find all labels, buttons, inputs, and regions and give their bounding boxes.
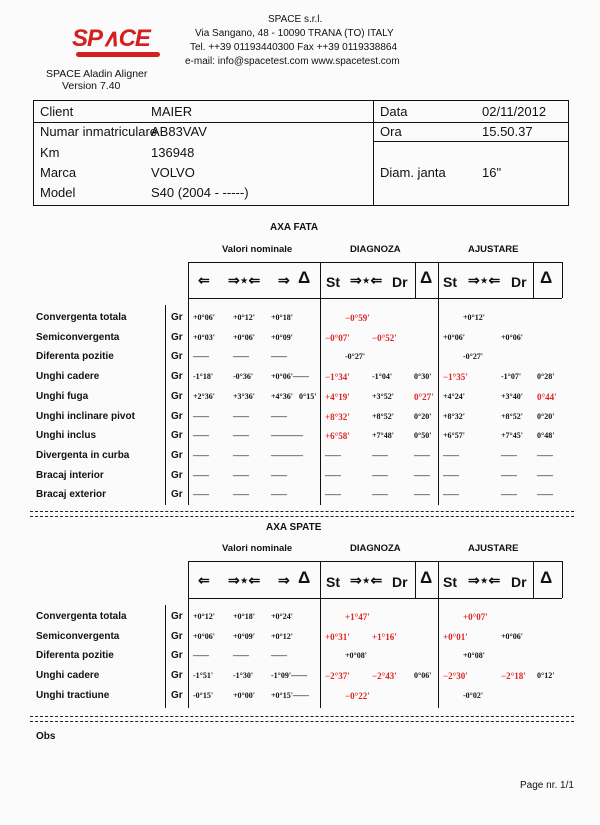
front-value-n1: +0°06' <box>193 313 215 322</box>
plate-label: Numar inmatriculare <box>40 124 158 139</box>
company-phone: Tel. ++39 01193440300 Fax ++39 0119338864 <box>190 42 398 53</box>
date-value: 02/11/2012 <box>482 104 547 119</box>
front-value-n3: +4°36' <box>271 391 293 401</box>
front-value-d2: —— <box>372 470 388 480</box>
rear-value-d1: +1°47' <box>345 612 370 622</box>
app-version: Version 7.40 <box>62 80 121 92</box>
rear-adj-head: AJUSTARE <box>468 543 519 554</box>
client-value: MAIER <box>151 104 193 119</box>
rear-value-n3: -1°09'—— <box>271 671 308 681</box>
rear-diag-dr: Dr <box>392 574 408 590</box>
rear-value-d1: +0°31' <box>325 631 350 642</box>
front-value-a1: -0°27' <box>463 352 484 362</box>
rear-value-a2: −2°18' <box>501 671 526 682</box>
front-value-d1: —— <box>325 450 341 460</box>
front-value-n3: ———— <box>271 450 303 460</box>
front-axle-title: AXA FATA <box>270 222 319 233</box>
front-row-label: Bracaj exterior <box>36 489 107 501</box>
front-value-n2: —— <box>233 352 249 362</box>
rim-label: Diam. janta <box>380 165 446 180</box>
front-unit-vline <box>165 305 166 505</box>
front-value-a2: +3°40' <box>501 391 523 401</box>
rear-value-n3: +0°12' <box>271 631 293 641</box>
section-separator-2 <box>30 516 574 517</box>
front-value-n3: +0°06'—— <box>271 372 309 382</box>
front-value-a2: +0°06' <box>501 332 523 342</box>
rear-value-d1: −0°22' <box>345 690 370 701</box>
rear-unit-label: Gr <box>171 611 183 622</box>
front-row-label: Divergenta in curba <box>36 449 130 461</box>
front-value-a1: −1°35' <box>443 372 468 383</box>
rear-value-n3: —— <box>271 651 287 661</box>
rear-vline-adj-delta <box>533 561 534 598</box>
rear-value-a2: +0°06' <box>501 631 523 641</box>
rear-value-n2: +0°18' <box>233 612 255 621</box>
section-separator-3 <box>30 716 574 717</box>
plate-value: AB83VAV <box>151 124 207 139</box>
front-value-n3: ———— <box>271 431 303 441</box>
front-value-n1: —— <box>193 411 209 421</box>
front-vline-adj <box>438 262 439 505</box>
time-box-hline <box>373 141 569 142</box>
front-value-n1: —— <box>193 352 209 362</box>
front-value-ad: 0°48' <box>537 431 555 441</box>
front-max-symbol: ⇒ <box>278 272 290 288</box>
front-vline-diag-delta <box>415 262 416 298</box>
front-value-a1: +0°12' <box>463 313 485 322</box>
model-value: S40 (2004 - -----) <box>151 185 249 200</box>
front-value-n2: +3°36' <box>233 391 255 401</box>
rear-row-label: Unghi cadere <box>36 670 100 682</box>
space-logo <box>72 14 168 58</box>
rear-value-d1: −2°37' <box>325 671 350 682</box>
front-value-n1: -1°18' <box>193 372 214 382</box>
rear-mid-symbol: ⇒⋆⇐ <box>228 572 261 588</box>
front-value-a2: +8°52' <box>501 411 523 421</box>
front-row-label: Convergenta totala <box>36 312 127 323</box>
front-value-a2: —— <box>501 470 517 480</box>
rear-diag-delta: Δ <box>420 568 433 587</box>
front-row-label: Unghi cadere <box>36 371 100 383</box>
front-value-a1: —— <box>443 490 459 500</box>
front-diag-st: St <box>326 274 340 290</box>
rear-value-n3: +0°15'—— <box>271 690 309 700</box>
front-nominal-head: Valori nominale <box>222 244 293 255</box>
front-value-dd: —— <box>414 490 430 500</box>
front-diag-mid-symbol: ⇒⋆⇐ <box>350 272 383 288</box>
front-unit-label: Gr <box>171 390 183 402</box>
front-value-n1: +2°36' <box>193 391 215 401</box>
rear-diag-head: DIAGNOZA <box>350 543 401 554</box>
front-unit-label: Gr <box>171 371 183 383</box>
front-value-d1: —— <box>325 490 341 500</box>
time-label: Ora <box>380 124 402 139</box>
km-label: Km <box>40 145 60 160</box>
front-value-d2: −0°52' <box>372 332 397 343</box>
front-row-label: Bracaj interior <box>36 469 104 481</box>
date-label: Data <box>380 104 408 119</box>
front-row-label: Unghi fuga <box>36 390 89 402</box>
rear-top-line <box>188 561 562 562</box>
rear-value-n1: +0°06' <box>193 631 215 641</box>
rear-row-label: Semiconvergenta <box>36 630 120 642</box>
rear-vline-nominal <box>188 561 189 708</box>
front-value-n1: —— <box>193 431 209 441</box>
front-vline-adj-delta <box>533 262 534 298</box>
front-value-d1: -0°27' <box>345 352 366 362</box>
front-unit-label: Gr <box>171 410 183 422</box>
company-name: SPACE s.r.l. <box>268 14 323 25</box>
rear-unit-label: Gr <box>171 689 183 701</box>
company-email: e-mail: info@spacetest.com www.spacetest.com <box>185 56 400 67</box>
front-value-d2: +8°52' <box>372 411 394 421</box>
rear-value-d2: −2°43' <box>372 671 397 682</box>
front-value-a1: +0°06' <box>443 332 465 342</box>
rear-value-n1: +0°12' <box>193 612 215 621</box>
front-delta-symbol: Δ <box>298 268 311 287</box>
front-value-a1: +4°24' <box>443 391 465 401</box>
rear-value-a1: −2°30' <box>443 671 468 682</box>
section-separator-4 <box>30 721 574 722</box>
rear-unit-label: Gr <box>171 650 183 662</box>
rear-adj-delta: Δ <box>540 568 553 587</box>
front-value-dd: —— <box>414 470 430 480</box>
rear-value-n2: +0°09' <box>233 631 255 641</box>
app-name: SPACE Aladin Aligner <box>46 68 148 80</box>
rear-value-dd: 0°06' <box>414 671 432 681</box>
page-number: Page nr. 1/1 <box>520 780 574 791</box>
rear-nominal-head: Valori nominale <box>222 543 293 554</box>
rear-value-d2: +1°16' <box>372 631 397 642</box>
front-value-d1: −0°59' <box>345 313 370 323</box>
front-diag-delta: Δ <box>420 268 433 287</box>
front-value-a2: —— <box>501 450 517 460</box>
rear-vline-diag <box>320 561 321 708</box>
front-value-n3: —— <box>271 352 287 362</box>
front-value-d2: —— <box>372 450 388 460</box>
front-value-n2: —— <box>233 411 249 421</box>
rear-value-n2: -1°30' <box>233 671 254 681</box>
brand-label: Marca <box>40 165 77 180</box>
rear-value-a1: +0°01' <box>443 631 468 642</box>
front-value-n2: -0°36' <box>233 372 254 382</box>
front-value-nx: 0°15' <box>299 391 317 401</box>
front-value-d1: −0°07' <box>325 332 350 343</box>
company-address: Via Sangano, 48 - 10090 TRANA (TO) ITALY <box>195 28 394 39</box>
front-adj-delta: Δ <box>540 268 553 287</box>
rear-vline-adj <box>438 561 439 708</box>
rear-unit-vline <box>165 605 166 708</box>
front-value-n3: —— <box>271 470 287 480</box>
front-value-dd: 0°30' <box>414 372 432 382</box>
km-value: 136948 <box>151 145 195 160</box>
rear-value-d1: +0°08' <box>345 651 367 661</box>
front-adj-dr: Dr <box>511 274 527 290</box>
client-label: Client <box>40 104 74 119</box>
rear-adj-dr: Dr <box>511 574 527 590</box>
rear-adj-mid-symbol: ⇒⋆⇐ <box>468 572 501 588</box>
rear-value-a1: +0°08' <box>463 651 485 661</box>
rear-value-n2: +0°00' <box>233 690 255 700</box>
rear-min-symbol: ⇐ <box>198 572 210 588</box>
front-value-a2: -1°07' <box>501 372 522 382</box>
model-label: Model <box>40 185 76 200</box>
front-row-label: Semiconvergenta <box>36 331 120 343</box>
rear-diag-mid-symbol: ⇒⋆⇐ <box>350 572 383 588</box>
logo-text: SP∧CE <box>72 25 150 52</box>
front-unit-label: Gr <box>171 449 183 461</box>
front-adj-mid-symbol: ⇒⋆⇐ <box>468 272 501 288</box>
front-value-n3: —— <box>271 490 287 500</box>
front-header-line <box>188 298 562 299</box>
front-value-n2: —— <box>233 450 249 460</box>
rear-value-n1: -1°51' <box>193 671 214 681</box>
front-value-d1: −1°34' <box>325 372 350 383</box>
front-value-n2: —— <box>233 470 249 480</box>
front-row-label: Unghi inclus <box>36 430 96 442</box>
client-box-hline <box>33 122 373 123</box>
front-unit-label: Gr <box>171 489 183 501</box>
front-value-d2: —— <box>372 490 388 500</box>
front-value-d2: -1°04' <box>372 372 393 382</box>
front-row-label: Diferenta pozitie <box>36 351 114 363</box>
front-value-a1: —— <box>443 450 459 460</box>
front-value-a2: —— <box>501 490 517 500</box>
front-unit-label: Gr <box>171 430 183 442</box>
front-value-n3: +0°18' <box>271 313 293 322</box>
front-value-n1: —— <box>193 450 209 460</box>
front-vline-nominal <box>188 262 189 505</box>
front-value-d1: +8°32' <box>325 411 350 422</box>
front-value-ad: —— <box>537 490 553 500</box>
date-box-hline <box>373 122 569 123</box>
front-value-n2: —— <box>233 490 249 500</box>
front-value-n2: +0°12' <box>233 313 255 322</box>
front-value-ad: 0°20' <box>537 411 555 421</box>
front-value-d2: +3°52' <box>372 391 394 401</box>
front-value-n2: +0°06' <box>233 332 255 342</box>
front-value-d1: +6°58' <box>325 431 350 442</box>
rear-diag-st: St <box>326 574 340 590</box>
front-value-n2: —— <box>233 431 249 441</box>
front-vline-end <box>562 262 563 298</box>
rear-value-a1: +0°07' <box>463 612 488 622</box>
front-top-line <box>188 262 562 263</box>
rim-value: 16" <box>482 165 502 180</box>
front-value-n3: +0°09' <box>271 332 293 342</box>
rear-header-line <box>188 598 562 599</box>
rear-value-n1: —— <box>193 651 209 661</box>
observations-label: Obs <box>36 731 56 742</box>
front-unit-label: Gr <box>171 312 183 323</box>
rear-unit-label: Gr <box>171 630 183 642</box>
rear-row-label: Convergenta totala <box>36 611 127 622</box>
rear-value-n2: —— <box>233 651 249 661</box>
time-value: 15.50.37 <box>482 124 533 139</box>
front-value-d1: —— <box>325 470 341 480</box>
front-value-n1: +0°03' <box>193 332 215 342</box>
front-adj-head: AJUSTARE <box>468 244 519 255</box>
front-value-ad: —— <box>537 450 553 460</box>
rear-axle-title: AXA SPATE <box>266 522 322 533</box>
brand-value: VOLVO <box>151 165 195 180</box>
rear-value-n1: -0°15' <box>193 690 214 700</box>
rear-delta-symbol: Δ <box>298 568 311 587</box>
front-value-d2: +7°48' <box>372 431 394 441</box>
front-value-n3: —— <box>271 411 287 421</box>
front-value-a1: —— <box>443 470 459 480</box>
front-diag-dr: Dr <box>392 274 408 290</box>
rear-max-symbol: ⇒ <box>278 572 290 588</box>
rear-row-label: Unghi tractiune <box>36 689 110 701</box>
front-value-n1: —— <box>193 470 209 480</box>
rear-value-a1: -0°02' <box>463 690 484 700</box>
front-value-dd: —— <box>414 450 430 460</box>
front-value-dd: 0°20' <box>414 411 432 421</box>
front-value-a1: +6°57' <box>443 431 465 441</box>
rear-adj-st: St <box>443 574 457 590</box>
front-vline-diag <box>320 262 321 505</box>
front-value-ad: —— <box>537 470 553 480</box>
rear-value-ad: 0°12' <box>537 671 555 681</box>
front-unit-label: Gr <box>171 331 183 343</box>
front-value-dd: 0°50' <box>414 431 432 441</box>
section-separator-1 <box>30 511 574 512</box>
rear-row-label: Diferenta pozitie <box>36 650 114 662</box>
front-value-n1: —— <box>193 490 209 500</box>
front-mid-symbol: ⇒⋆⇐ <box>228 272 261 288</box>
front-value-ad: 0°28' <box>537 372 555 382</box>
rear-vline-diag-delta <box>415 561 416 598</box>
front-unit-label: Gr <box>171 469 183 481</box>
rear-value-n3: +0°24' <box>271 612 293 621</box>
logo-swoosh <box>76 52 160 57</box>
client-box-divider <box>373 100 374 206</box>
front-diag-head: DIAGNOZA <box>350 244 401 255</box>
front-value-ad: 0°44' <box>537 391 557 402</box>
rear-unit-label: Gr <box>171 670 183 682</box>
front-adj-st: St <box>443 274 457 290</box>
front-value-a1: +8°32' <box>443 411 465 421</box>
front-value-dd: 0°27' <box>414 391 434 402</box>
front-min-symbol: ⇐ <box>198 272 210 288</box>
front-value-a2: +7°45' <box>501 431 523 441</box>
rear-vline-end <box>562 561 563 598</box>
front-unit-label: Gr <box>171 351 183 363</box>
front-row-label: Unghi inclinare pivot <box>36 410 135 422</box>
front-value-d1: +4°19' <box>325 391 350 402</box>
